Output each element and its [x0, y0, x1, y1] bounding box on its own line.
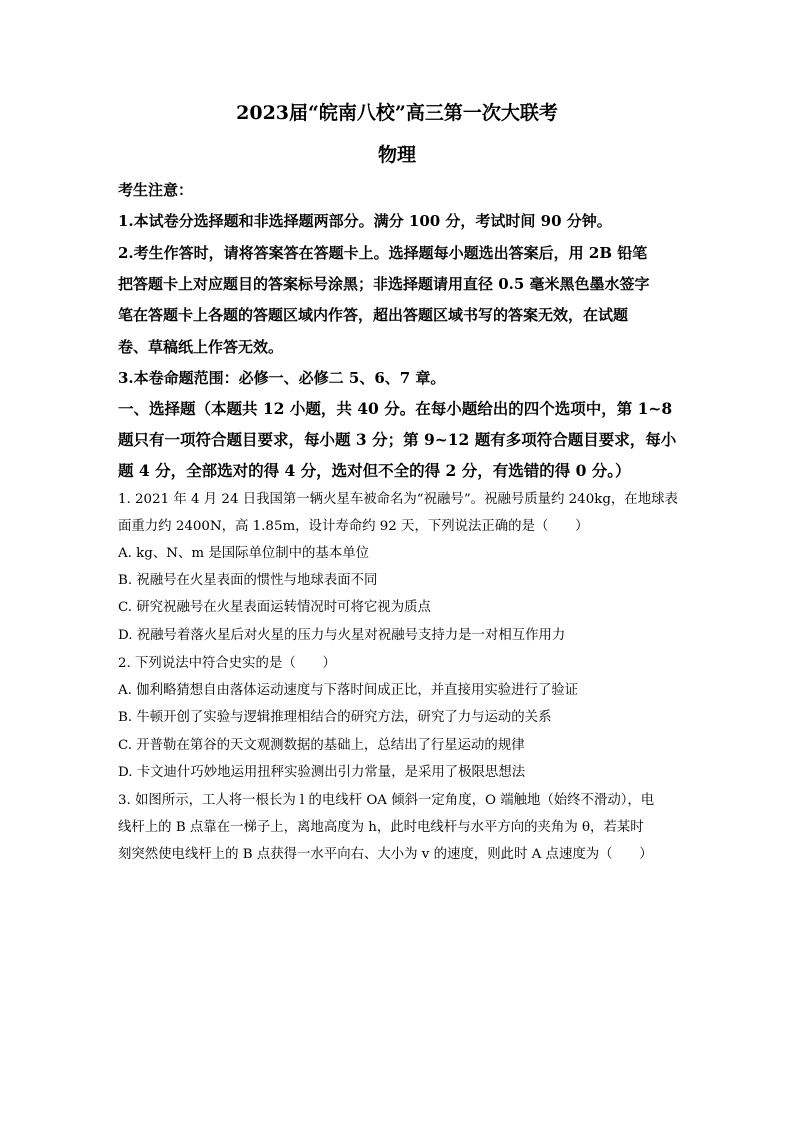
- notice-line: 3.本卷命题范围：必修一、必修二 5、6、7 章。: [118, 369, 446, 387]
- option-d: D. 祝融号着落火星后对火星的压力与火星对祝融号支持力是一对相互作用力: [118, 628, 566, 643]
- question-stem: 2. 下列说法中符合史实的是（ ）: [118, 656, 336, 671]
- notice-line: 把答题卡上对应题目的答案标号涂黑；非选择题请用直径 0.5 毫米黑色墨水签字: [118, 275, 650, 293]
- subject-title: 物理: [377, 144, 416, 166]
- notice-line: 卷、草稿纸上作答无效。: [118, 338, 284, 356]
- option-a: A. kg、N、m 是国际单位制中的基本单位: [118, 546, 370, 561]
- notice-line: 1.本试卷分选择题和非选择题两部分。满分 100 分，考试时间 90 分钟。: [118, 212, 612, 230]
- section-line: 题只有一项符合题目要求，每小题 3 分；第 9~12 题有多项符合题目要求，每小: [118, 430, 677, 449]
- option-d: D. 卡文迪什巧妙地运用扭秤实验测出引力常量，是采用了极限思想法: [118, 765, 526, 780]
- option-b: B. 祝融号在火星表面的惯性与地球表面不同: [118, 573, 378, 588]
- section-line: 题 4 分，全部选对的得 4 分，选对但不全的得 2 分，有选错的得 0 分。）: [118, 461, 631, 480]
- question-stem: 3. 如图所示，工人将一根长为 l 的电线杆 OA 倾斜一定角度，O 端触地（始终不滑动），电: [118, 793, 655, 808]
- question-stem: 刻突然使电线杆上的 B 点获得一水平向右、大小为 v 的速度，则此时 A 点速度为（ ）: [118, 847, 653, 862]
- question-stem: 线杆上的 B 点靠在一梯子上，离地高度为 h，此时电线杆与水平方向的夹角为 θ，若某时: [118, 820, 644, 835]
- notice-line: 2.考生作答时，请将答案答在答题卡上。选择题每小题选出答案后，用 2B 铅笔: [118, 244, 648, 262]
- notice-line: 笔在答题卡上各题的答题区域内作答，超出答题区域书写的答案无效，在试题: [118, 306, 629, 324]
- option-c: C. 开普勒在第谷的天文观测数据的基础上，总结出了行星运动的规律: [118, 738, 525, 753]
- option-a: A. 伽利略猜想自由落体运动速度与下落时间成正比，并直接用实验进行了验证: [118, 683, 579, 698]
- question-stem: 面重力约 2400N，高 1.85m，设计寿命约 92 天，下列说法正确的是（ ）: [118, 519, 589, 534]
- section-line: 一、选择题（本题共 12 小题，共 40 分。在每小题给出的四个选项中，第 1~8: [118, 399, 673, 418]
- option-c: C. 研究祝融号在火星表面运转情况时可将它视为质点: [118, 600, 431, 615]
- exam-title: 2023届“皖南八校”高三第一次大联考: [236, 102, 558, 124]
- notice-heading: 考生注意：: [118, 181, 194, 199]
- question-stem: 1. 2021 年 4 月 24 日我国第一辆火星车被命名为“祝融号”。祝融号质量约 240kg，在地球表: [118, 492, 678, 507]
- option-b: B. 牛顿开创了实验与逻辑推理相结合的研究方法，研究了力与运动的关系: [118, 710, 552, 725]
